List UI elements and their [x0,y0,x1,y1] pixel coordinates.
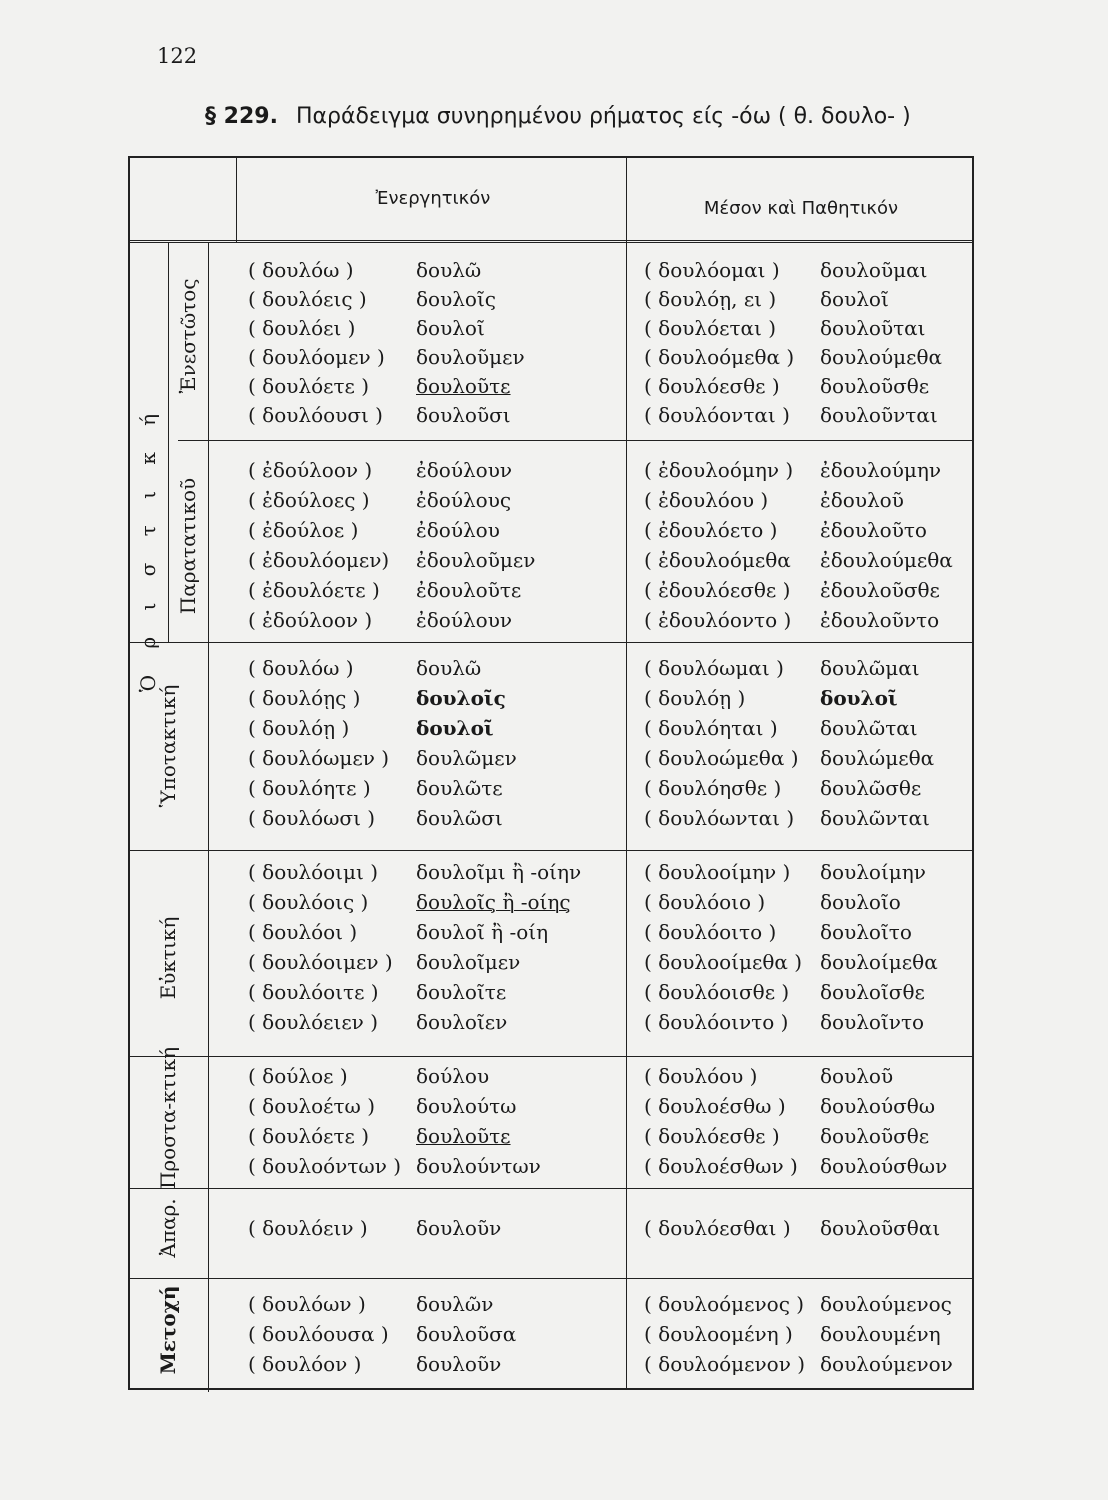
optative-middle-uncontracted-form: ( δουλοοίμην ) [644,860,791,884]
subjunctive-middle-uncontracted-form: ( δουλόῃ ) [644,686,746,710]
optative-middle-uncontracted-form: ( δουλόοιτο ) [644,920,777,944]
imperfect-indicative-middle-uncontracted-form: ( ἐδουλόετο ) [644,518,778,542]
imperative-active-uncontracted-form: ( δουλόετε ) [248,1124,370,1148]
active-voice-header: Ἐνεργητικόν [375,188,491,209]
infinitive-middle-uncontracted-form: ( δουλόεσθαι ) [644,1216,791,1240]
imperfect-indicative-active-uncontracted-form: ( ἐδούλοον ) [248,458,373,482]
present-indicative-active-uncontracted-form: ( δουλόομεν ) [248,345,385,369]
subjunctive-active-contracted-form: δουλοῖς [416,686,506,710]
imperfect-indicative-middle-uncontracted-form: ( ἐδουλόοντο ) [644,608,792,632]
imperative-middle-contracted-form: δουλοῦσθε [820,1124,930,1148]
imperfect-indicative-middle-contracted-form: ἐδουλοῦ [820,488,904,512]
mood-label-rule [208,642,209,1392]
optative-active-contracted-form: δουλοῖμεν [416,950,521,974]
subjunctive-middle-uncontracted-form: ( δουλόωμαι ) [644,656,784,680]
section-heading: Παράδειγμα συνηρημένου ρήματος είς -όω ( θ. δουλο- ) [295,104,911,129]
participle-active-contracted-form: δουλῶν [416,1292,494,1316]
participle-active-uncontracted-form: ( δουλόουσα ) [248,1322,389,1346]
subjunctive-middle-contracted-form: δουλώμεθα [820,746,935,770]
imperfect-indicative-middle-contracted-form: ἐδουλοῦντο [820,608,940,632]
present-indicative-middle-contracted-form: δουλοῦσθε [820,374,930,398]
optative-middle-contracted-form: δουλοίμεθα [820,950,938,974]
present-indicative-middle-uncontracted-form: ( δουλόονται ) [644,403,790,427]
present-indicative-active-uncontracted-form: ( δουλόει ) [248,316,356,340]
subjunctive-active-uncontracted-form: ( δουλόωσι ) [248,806,376,830]
optative-middle-contracted-form: δουλοῖσθε [820,980,925,1004]
present-indicative-active-contracted-form: δουλῶ [416,258,482,282]
participle-middle-contracted-form: δουλούμενος [820,1292,952,1316]
imperfect-indicative-middle-uncontracted-form: ( ἐδουλοόμεθα [644,548,791,572]
subjunctive-active-contracted-form: δουλῶ [416,656,482,680]
mood-divider [130,642,974,643]
subjunctive-middle-contracted-form: δουλῶνται [820,806,930,830]
present-tense-label: Ἐνεστῶτος [176,278,200,394]
optative-active-contracted-form: δουλοῖμι ἢ -οίην [416,860,582,884]
optative-middle-uncontracted-form: ( δουλόοισθε ) [644,980,790,1004]
imperfect-indicative-active-contracted-form: ἐδούλου [416,518,500,542]
participle-middle-uncontracted-form: ( δουλοόμενον ) [644,1352,806,1376]
imperative-middle-uncontracted-form: ( δουλοέσθων ) [644,1154,798,1178]
conjugation-table [128,156,974,1390]
imperfect-indicative-active-uncontracted-form: ( ἐδουλόετε ) [248,578,380,602]
subjunctive-middle-uncontracted-form: ( δουλόησθε ) [644,776,782,800]
present-indicative-active-contracted-form: δουλοῦτε [416,374,511,398]
imperfect-indicative-active-contracted-form: ἐδουλοῦτε [416,578,522,602]
optative-active-contracted-form: δουλοῖεν [416,1010,508,1034]
subjunctive-active-uncontracted-form: ( δουλόητε ) [248,776,371,800]
imperfect-indicative-active-uncontracted-form: ( ἐδούλοον ) [248,608,373,632]
imperative-active-uncontracted-form: ( δουλοόντων ) [248,1154,402,1178]
subjunctive-middle-contracted-form: δουλῶσθε [820,776,922,800]
header-column-rule [236,158,237,242]
optative-active-contracted-form: δουλοῖ ἢ -οίη [416,920,549,944]
infinitive-middle-contracted-form: δουλοῦσθαι [820,1216,941,1240]
section-number: § 229. [205,104,278,129]
imperfect-indicative-middle-contracted-form: ἐδουλούμην [820,458,941,482]
imperfect-indicative-active-uncontracted-form: ( ἐδούλοες ) [248,488,370,512]
voice-divider-rule [626,158,627,1390]
page-number: 122 [157,44,198,68]
present-indicative-middle-contracted-form: δουλοῦμαι [820,258,928,282]
present-indicative-active-contracted-form: δουλοῖς [416,287,496,311]
imperative-label: Προστα-κτική [156,1046,180,1190]
subjunctive-active-contracted-form: δουλῶμεν [416,746,517,770]
present-indicative-active-contracted-form: δουλοῦμεν [416,345,525,369]
optative-label: Εὐκτική [156,916,180,1000]
subjunctive-active-contracted-form: δουλῶσι [416,806,503,830]
imperfect-indicative-middle-contracted-form: ἐδουλοῦσθε [820,578,940,602]
participle-middle-uncontracted-form: ( δουλοομένη ) [644,1322,793,1346]
imperfect-indicative-middle-uncontracted-form: ( ἐδουλόεσθε ) [644,578,791,602]
optative-middle-uncontracted-form: ( δουλοοίμεθα ) [644,950,803,974]
imperative-active-contracted-form: δουλοῦτε [416,1124,511,1148]
participle-active-contracted-form: δουλοῦν [416,1352,502,1376]
imperative-active-uncontracted-form: ( δούλοε ) [248,1064,348,1088]
present-indicative-middle-contracted-form: δουλοῦται [820,316,926,340]
present-indicative-active-uncontracted-form: ( δουλόεις ) [248,287,367,311]
imperfect-indicative-active-contracted-form: ἐδούλουν [416,608,513,632]
participle-label: Μετοχή [156,1285,180,1375]
present-indicative-middle-uncontracted-form: ( δουλόῃ, ει ) [644,287,777,311]
indicative-label: Ὁ ρ ι σ τ ι κ ή [136,403,160,693]
imperative-active-uncontracted-form: ( δουλοέτω ) [248,1094,376,1118]
subjunctive-middle-contracted-form: δουλῶται [820,716,918,740]
tense-divider [178,440,974,441]
section-title [205,104,911,129]
subjunctive-active-contracted-form: δουλοῖ [416,716,494,740]
imperfect-indicative-active-contracted-form: ἐδουλοῦμεν [416,548,536,572]
present-indicative-middle-uncontracted-form: ( δουλόομαι ) [644,258,780,282]
optative-active-uncontracted-form: ( δουλόοιμι ) [248,860,378,884]
optative-active-contracted-form: δουλοῖτε [416,980,507,1004]
mood-divider [130,1188,974,1189]
subjunctive-active-uncontracted-form: ( δουλόωμεν ) [248,746,390,770]
present-indicative-active-contracted-form: δουλοῖ [416,316,485,340]
participle-active-uncontracted-form: ( δουλόων ) [248,1292,366,1316]
present-indicative-middle-uncontracted-form: ( δουλοόμεθα ) [644,345,795,369]
optative-active-uncontracted-form: ( δουλόειεν ) [248,1010,378,1034]
infinitive-label: Ἀπαρ. [156,1198,180,1258]
subjunctive-active-uncontracted-form: ( δουλόῃ ) [248,716,350,740]
header-rule [130,240,974,243]
participle-middle-contracted-form: δουλούμενον [820,1352,953,1376]
optative-middle-contracted-form: δουλοίμην [820,860,926,884]
optative-active-uncontracted-form: ( δουλόοις ) [248,890,369,914]
infinitive-active-uncontracted-form: ( δουλόειν ) [248,1216,368,1240]
present-indicative-active-uncontracted-form: ( δουλόετε ) [248,374,370,398]
mood-divider [130,1278,974,1279]
optative-active-uncontracted-form: ( δουλόοι ) [248,920,358,944]
tense-label-rule [208,242,209,642]
imperfect-indicative-middle-contracted-form: ἐδουλοῦτο [820,518,927,542]
optative-middle-uncontracted-form: ( δουλόοιο ) [644,890,766,914]
subjunctive-active-contracted-form: δουλῶτε [416,776,503,800]
imperfect-indicative-middle-uncontracted-form: ( ἐδουλόου ) [644,488,769,512]
imperfect-tense-label: Παρατατικοῦ [176,477,200,615]
optative-middle-contracted-form: δουλοῖο [820,890,901,914]
optative-middle-contracted-form: δουλοῖντο [820,1010,925,1034]
imperfect-indicative-active-contracted-form: ἐδούλους [416,488,512,512]
imperative-middle-contracted-form: δουλούσθων [820,1154,948,1178]
participle-middle-uncontracted-form: ( δουλοόμενος ) [644,1292,805,1316]
indicative-label-rule [168,242,169,642]
imperative-middle-uncontracted-form: ( δουλόου ) [644,1064,758,1088]
imperfect-indicative-active-uncontracted-form: ( ἐδούλοε ) [248,518,359,542]
optative-middle-uncontracted-form: ( δουλόοιντο ) [644,1010,789,1034]
subjunctive-middle-contracted-form: δουλοῖ [820,686,898,710]
present-indicative-middle-contracted-form: δουλοῖ [820,287,889,311]
participle-middle-contracted-form: δουλουμένη [820,1322,941,1346]
middle-passive-header: Μέσον καὶ Παθητικόν [703,198,899,219]
optative-active-contracted-form: δουλοῖς ἢ -οίης [416,890,571,914]
optative-active-uncontracted-form: ( δουλόοιμεν ) [248,950,393,974]
participle-active-uncontracted-form: ( δουλόον ) [248,1352,362,1376]
subjunctive-middle-uncontracted-form: ( δουλόωνται ) [644,806,795,830]
subjunctive-active-uncontracted-form: ( δουλόῃς ) [248,686,361,710]
imperative-active-contracted-form: δουλούντων [416,1154,541,1178]
mood-divider [130,1056,974,1057]
imperative-active-contracted-form: δουλούτω [416,1094,517,1118]
present-indicative-middle-uncontracted-form: ( δουλόεσθε ) [644,374,780,398]
present-indicative-middle-contracted-form: δουλούμεθα [820,345,943,369]
subjunctive-middle-contracted-form: δουλῶμαι [820,656,920,680]
present-indicative-active-contracted-form: δουλοῦσι [416,403,511,427]
imperfect-indicative-active-uncontracted-form: ( ἐδουλόομεν) [248,548,390,572]
imperative-active-contracted-form: δούλου [416,1064,490,1088]
imperfect-indicative-middle-contracted-form: ἐδουλούμεθα [820,548,953,572]
present-indicative-active-uncontracted-form: ( δουλόω ) [248,258,354,282]
subjunctive-middle-uncontracted-form: ( δουλόηται ) [644,716,778,740]
present-indicative-middle-contracted-form: δουλοῦνται [820,403,938,427]
optative-active-uncontracted-form: ( δουλόοιτε ) [248,980,379,1004]
participle-active-contracted-form: δουλοῦσα [416,1322,517,1346]
imperative-middle-contracted-form: δουλούσθω [820,1094,936,1118]
mood-divider [130,850,974,851]
present-indicative-active-uncontracted-form: ( δουλόουσι ) [248,403,383,427]
subjunctive-middle-uncontracted-form: ( δουλοώμεθα ) [644,746,799,770]
infinitive-active-contracted-form: δουλοῦν [416,1216,502,1240]
imperative-middle-uncontracted-form: ( δουλοέσθω ) [644,1094,786,1118]
imperfect-indicative-middle-uncontracted-form: ( ἐδουλοόμην ) [644,458,794,482]
subjunctive-active-uncontracted-form: ( δουλόω ) [248,656,354,680]
imperative-middle-contracted-form: δουλοῦ [820,1064,894,1088]
imperative-middle-uncontracted-form: ( δουλόεσθε ) [644,1124,780,1148]
imperfect-indicative-active-contracted-form: ἐδούλουν [416,458,513,482]
present-indicative-middle-uncontracted-form: ( δουλόεται ) [644,316,777,340]
optative-middle-contracted-form: δουλοῖτο [820,920,912,944]
subjunctive-label: Ὑποτακτική [156,684,180,808]
